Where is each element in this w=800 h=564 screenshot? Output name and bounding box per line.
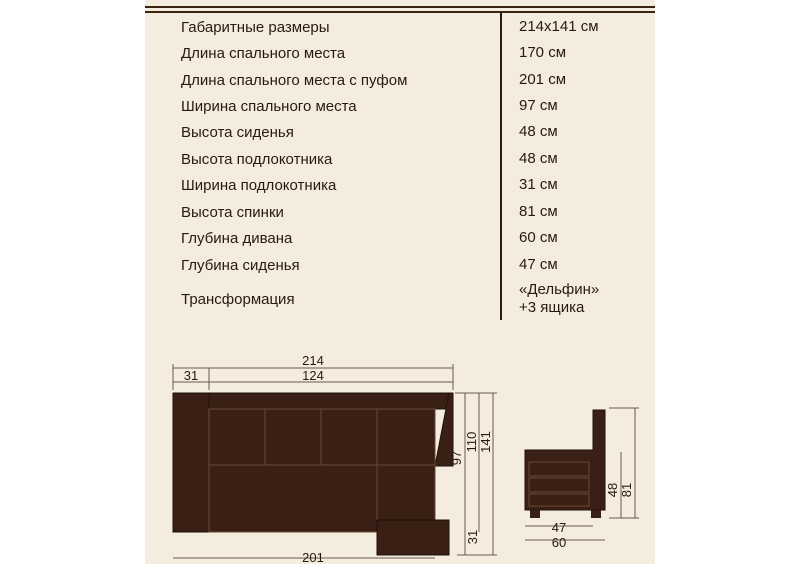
seat-cushion <box>321 409 377 465</box>
spec-value: 48 см <box>519 123 558 140</box>
dim-sleep-length-pouf: 201 <box>302 550 324 564</box>
spec-label: Высота спинки <box>181 204 284 221</box>
spec-label: Высота сиденья <box>181 124 294 141</box>
pouf-shape <box>377 520 449 555</box>
spec-label: Трансформация <box>181 291 295 308</box>
dim-sofa-depth: 60 <box>551 535 567 550</box>
spec-value: 60 см <box>519 229 558 246</box>
backrest-shape <box>209 393 449 409</box>
armrest-shape <box>173 393 209 532</box>
column-divider <box>500 12 502 320</box>
seat-cushion <box>265 409 321 465</box>
spec-label: Высота подлокотника <box>181 151 333 168</box>
side-drawer <box>529 494 589 506</box>
spec-label: Ширина спального места <box>181 98 357 115</box>
dim-total-width: 214 <box>302 353 324 368</box>
corner-seat <box>377 465 435 520</box>
spec-value: 47 см <box>519 256 558 273</box>
sofa-side-view <box>525 410 605 518</box>
side-leg <box>530 510 540 518</box>
spec-label: Длина спального места с пуфом <box>181 72 408 89</box>
dim-inner-width: 124 <box>302 368 324 383</box>
side-leg <box>591 510 601 518</box>
side-drawer <box>529 478 589 492</box>
spec-value: 81 см <box>519 203 558 220</box>
sofa-dimension-drawing <box>145 350 655 564</box>
spec-value: 97 см <box>519 97 558 114</box>
spec-value: 48 см <box>519 150 558 167</box>
spec-value: 31 см <box>519 176 558 193</box>
seat-cushion <box>209 409 265 465</box>
dim-armrest-width: 31 <box>183 368 199 383</box>
spec-label: Глубина сиденья <box>181 257 300 274</box>
spec-label: Габаритные размеры <box>181 19 330 36</box>
dim-pouf-depth: 31 <box>465 529 480 545</box>
spec-panel <box>145 0 655 564</box>
dim-depth-110: 110 <box>464 431 479 453</box>
spec-value: 201 см <box>519 71 567 88</box>
spec-value: 214x141 см <box>519 18 599 35</box>
sofa-top-view <box>173 393 453 555</box>
spec-value-line1: «Дельфин» <box>519 281 600 298</box>
chaise-seat <box>209 465 377 532</box>
dim-total-depth: 141 <box>478 431 493 453</box>
spec-value-line2: +3 ящика <box>519 299 585 316</box>
dim-seat-depth: 47 <box>551 520 567 535</box>
dim-sleep-width: 97 <box>449 450 464 466</box>
spec-label: Глубина дивана <box>181 230 293 247</box>
spec-value: 170 см <box>519 44 567 61</box>
spec-table <box>145 0 655 330</box>
spec-label: Длина спального места <box>181 45 346 62</box>
spec-label: Ширина подлокотника <box>181 177 337 194</box>
side-drawer <box>529 462 589 476</box>
dim-back-height: 81 <box>619 482 634 498</box>
dim-seat-height: 48 <box>605 482 620 498</box>
seat-cushion <box>377 409 435 465</box>
